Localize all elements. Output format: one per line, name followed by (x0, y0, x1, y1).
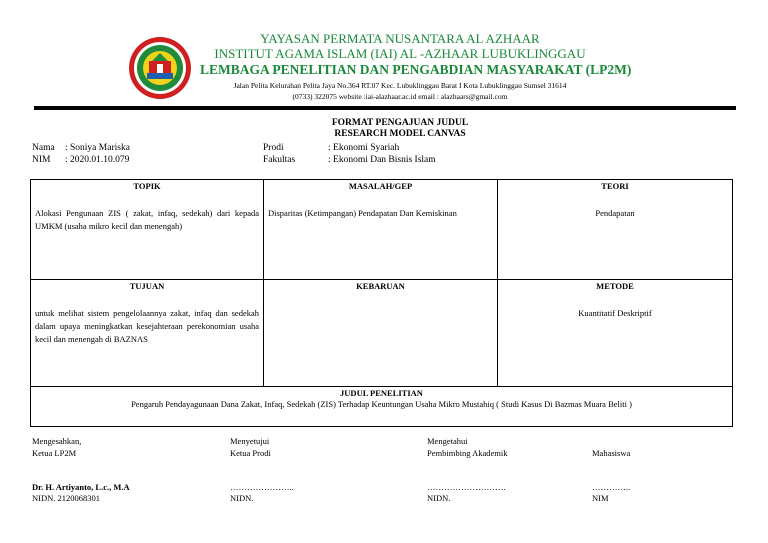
pembimbing-nidn: NIDN. (427, 493, 451, 503)
pembimbing-label: Pembimbing Akademik (427, 448, 508, 458)
ketua-lp2m-label: Ketua LP2M (32, 448, 77, 458)
prodi-signature-line: ………………….. (230, 482, 294, 492)
tujuan-text: untuk melihat sistem pengelolaannya zakat, infaq dan sedekah dalam upaya meningkatkan kesejahteraan perekonomian usaha kecil dan menengah di BAZNAS (35, 308, 259, 344)
topik-heading: TOPIK (133, 181, 161, 191)
nim-label: NIM (32, 155, 51, 165)
metode-cell (498, 280, 733, 387)
ketua-prodi-label: Ketua Prodi (230, 448, 271, 458)
lp2m-signatory-name: Dr. H. Artiyanto, L.c., M.A (32, 482, 130, 492)
mengetahui-label: Mengetahui (427, 436, 468, 446)
prodi-value: : Ekonomi Syariah (328, 143, 400, 153)
mahasiswa-signature-line: ………….. (592, 482, 631, 492)
pembimbing-signature-line: ………………………. (427, 482, 506, 492)
institution-logo (127, 35, 193, 101)
judul-cell (31, 387, 733, 427)
mahasiswa-label: Mahasiswa (592, 448, 631, 458)
mengesahkan-label: Mengesahkan, (32, 436, 82, 446)
mahasiswa-nim: NIM (592, 493, 609, 503)
masalah-heading: MASALAH/GEP (348, 181, 413, 191)
nim-value: : 2020.01.10.079 (65, 155, 130, 165)
metode-text: Kuantitatif Deskriptif (578, 308, 652, 318)
menyetujui-label: Menyetujui (230, 436, 270, 446)
form-title: FORMAT PENGAJUAN JUDUL (331, 118, 469, 128)
topik-cell (31, 180, 264, 280)
masalah-cell (264, 180, 498, 280)
judul-heading: JUDUL PENELITIAN (340, 388, 423, 398)
address-line: Jalan Pelita Kelurahan Pelita Jaya No.364 RT.07 Kec. Lubuklinggau Barat I Kota Lubuklinggau Sumsel 31614 (233, 81, 567, 90)
prodi-label: Prodi (263, 143, 284, 153)
topik-text: Alokasi Pengunaan ZIS ( zakat, infaq, sedekah) dari kepada UMKM (usaha mikro kecil dan menengah) (35, 208, 259, 231)
tujuan-heading: TUJUAN (129, 281, 165, 291)
teori-cell (498, 180, 733, 280)
kebaruan-heading: KEBARUAN (356, 281, 405, 291)
department-name: LEMBAGA PENELITIAN DAN PENGABDIAN MASYARAKAT (LP2M) (200, 62, 632, 77)
form-subtitle: RESEARCH MODEL CANVAS (334, 129, 466, 139)
nama-value: : Soniya Mariska (65, 143, 130, 153)
teori-heading: TEORI (601, 181, 629, 191)
fakultas-value: : Ekonomi Dan Bisnis Islam (328, 155, 436, 165)
fakultas-label: Fakultas (263, 155, 296, 165)
metode-heading: METODE (596, 281, 634, 291)
judul-text: Pengaruh Pendayagunaan Dana Zakat, Infaq, Sedekah (ZIS) Terhadap Keuntungan Usaha Mikro Mustahiq ( Studi Kasus Di Bazmas Muara Beliti ) (131, 399, 632, 409)
prodi-nidn: NIDN. (230, 493, 254, 503)
header-divider (34, 106, 736, 110)
tujuan-cell (31, 280, 264, 387)
masalah-text: Disparitas (Ketimpangan) Pendapatan Dan Kemiskinan (268, 208, 457, 218)
lp2m-nidn: NIDN. 2120068301 (32, 493, 100, 503)
teori-text: Pendapatan (595, 208, 635, 218)
research-canvas-table (30, 179, 733, 427)
foundation-name: YAYASAN PERMATA NUSANTARA AL AZHAAR (260, 31, 540, 46)
institute-name: INSTITUT AGAMA ISLAM (IAI) AL -AZHAAR LUBUKLINGGAU (214, 46, 586, 61)
contact-line: (0733) 322075 website :iai-alazhaar.ac.id email : alazhaars@gmail.com (292, 92, 508, 101)
kebaruan-cell (264, 280, 498, 387)
nama-label: Nama (32, 143, 55, 153)
